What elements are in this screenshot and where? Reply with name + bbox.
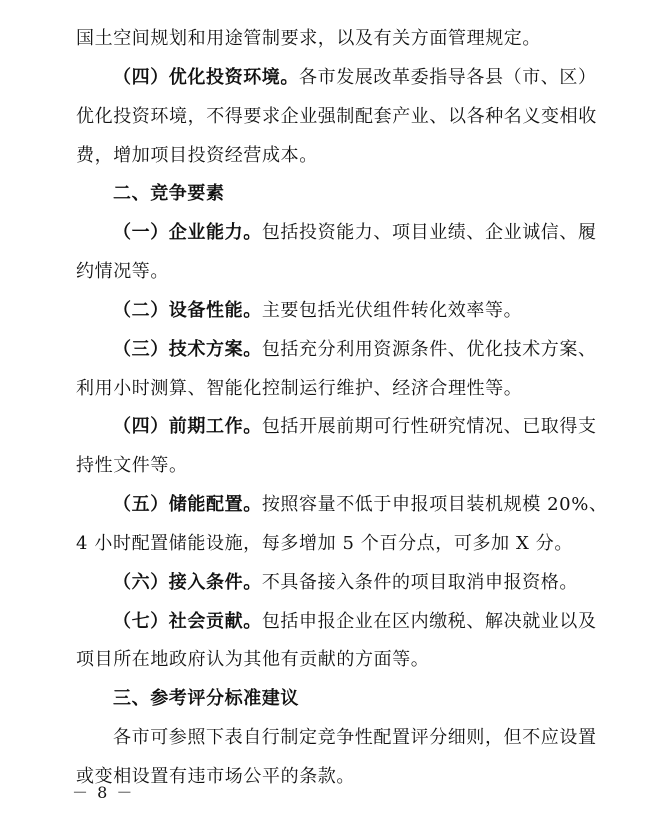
section-heading: （七）社会贡献。 [113, 611, 262, 632]
paragraph-line [76, 144, 576, 168]
line-text: 不具备接入条件的项目取消申报资格。 [261, 572, 579, 593]
section-heading: （三）技术方案。 [113, 339, 262, 360]
line-text: 包括投资能力、项目业绩、企业诚信、履 [261, 222, 597, 243]
paragraph-line [113, 493, 613, 517]
line-text: 国土空间规划和用途管制要求，以及有关方面管理规定。 [76, 28, 541, 49]
line-text: 利用小时测算、智能化控制运行维护、经济合理性等。 [76, 378, 523, 399]
line-text: 持性文件等。 [76, 455, 188, 476]
section-heading: 二、竞争要素 [113, 183, 225, 204]
line-text: 各市发展改革委指导各县（市、区） [299, 67, 597, 88]
paragraph-line [113, 687, 613, 711]
page-number: － 8 － [72, 783, 135, 802]
paragraph-line [76, 532, 576, 556]
section-heading: 三、参考评分标准建议 [113, 688, 299, 709]
line-text: 或变相设置有违市场公平的条款。 [76, 766, 355, 787]
paragraph-line [76, 377, 576, 401]
paragraph-line [76, 765, 576, 789]
line-text: 包括申报企业在区内缴税、解决就业以及 [261, 611, 597, 632]
paragraph-line [113, 221, 613, 245]
paragraph-line [113, 299, 613, 323]
section-heading: （四）前期工作。 [113, 416, 262, 437]
paragraph-line [76, 648, 576, 672]
line-text: 4 小时配置储能设施，每多增加 5 个百分点，可多加 X 分。 [76, 533, 573, 554]
section-heading: （五）储能配置。 [113, 494, 262, 515]
section-heading: （一）企业能力。 [113, 222, 262, 243]
paragraph-line [113, 66, 613, 90]
line-text: 按照容量不低于申报项目装机规模 20%、 [261, 494, 608, 515]
line-text: 费，增加项目投资经营成本。 [76, 145, 318, 166]
line-text: 优化投资环境，不得要求企业强制配套产业、以各种名义变相收 [76, 106, 597, 127]
section-heading: （四）优化投资环境。 [113, 67, 299, 88]
section-heading: （二）设备性能。 [113, 300, 262, 321]
paragraph-line [76, 105, 597, 129]
section-heading: （六）接入条件。 [113, 572, 262, 593]
paragraph-line [76, 260, 576, 284]
paragraph-line [76, 27, 576, 51]
line-text: 约情况等。 [76, 261, 169, 282]
paragraph-line [76, 454, 576, 478]
line-text: 项目所在地政府认为其他有贡献的方面等。 [76, 649, 430, 670]
paragraph-line [113, 415, 613, 439]
paragraph-line [113, 610, 613, 634]
paragraph-line [113, 726, 613, 750]
paragraph-line [113, 571, 613, 595]
paragraph-line [113, 338, 613, 362]
line-text: 包括充分利用资源条件、优化技术方案、 [261, 339, 597, 360]
line-text: 各市可参照下表自行制定竞争性配置评分细则，但不应设置 [113, 727, 597, 748]
line-text: 包括开展前期可行性研究情况、已取得支 [261, 416, 597, 437]
paragraph-line [113, 182, 613, 206]
line-text: 主要包括光伏组件转化效率等。 [261, 300, 523, 321]
